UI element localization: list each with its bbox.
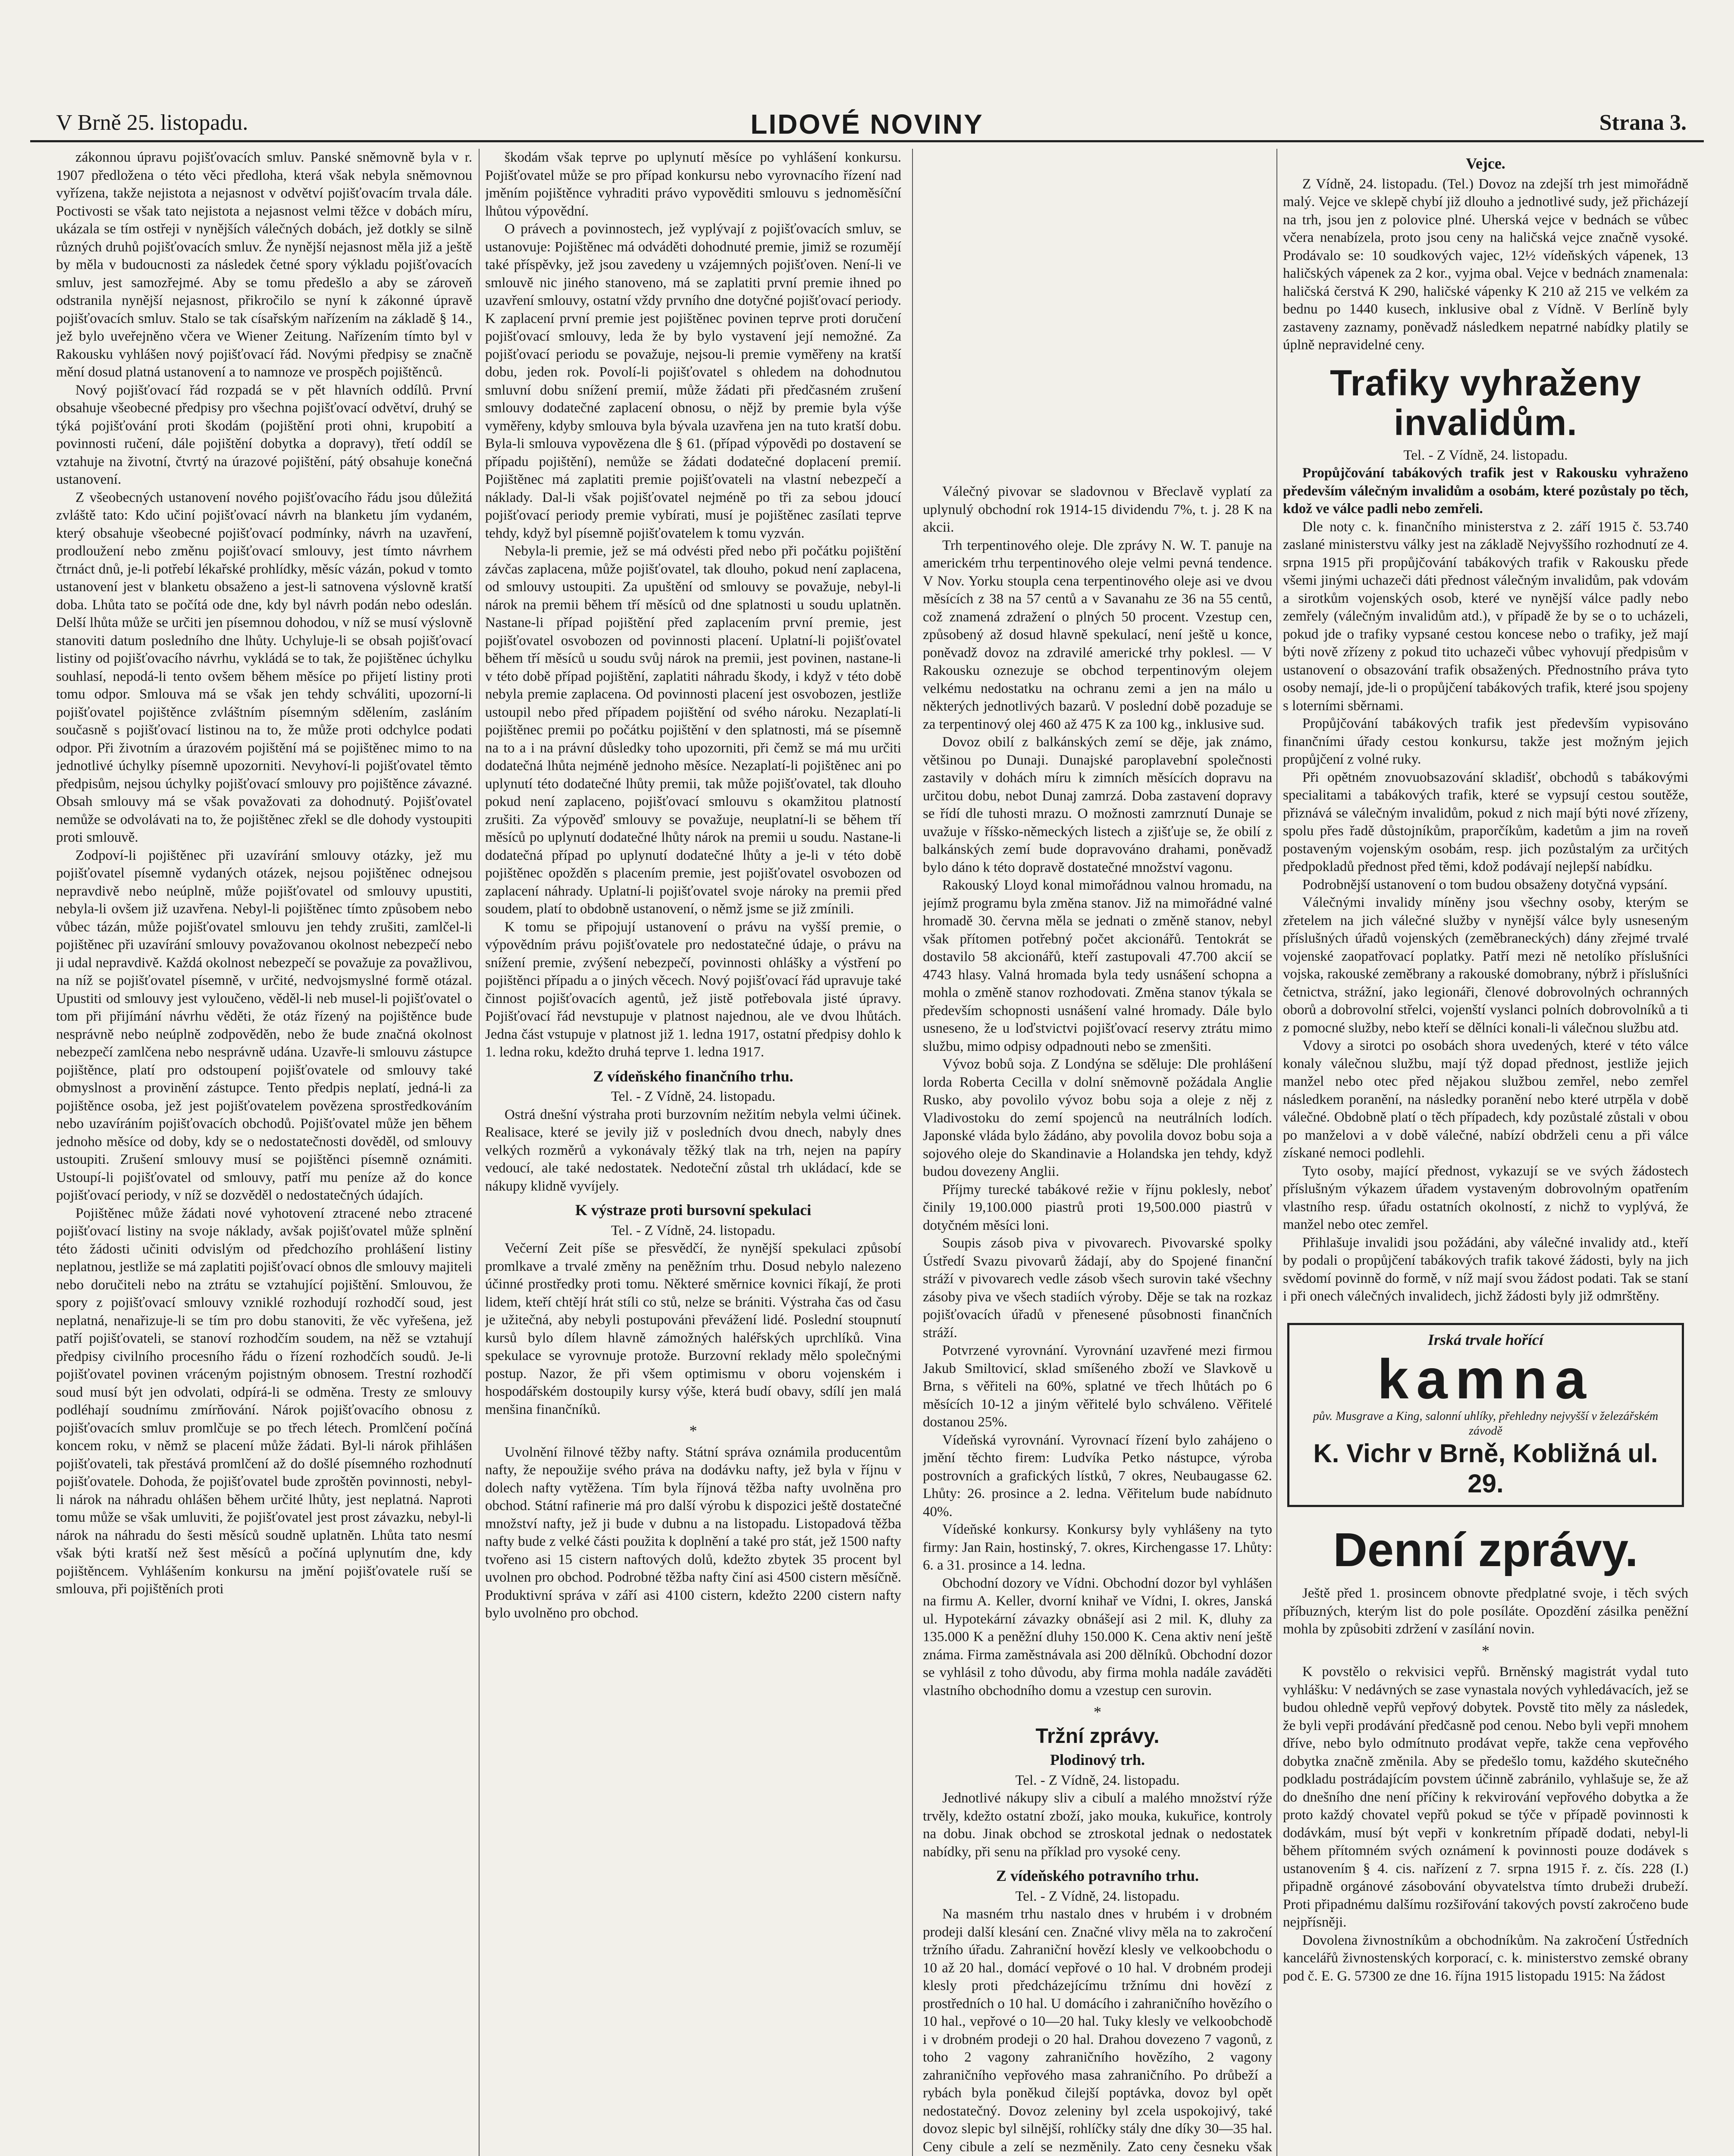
article-paragraph: Vídeňská vyrovnání. Vyrovnací řízení bylo zahájeno o jmění těchto firem: Ludvíka Petko nástupce, výroba postrovních a grafických lístků, 7 okres, Neubaugasse 62. Lhůty: 26. prosince a 2. ledna. Věřitelum bude nabídnuto 40%. — [923, 1432, 1272, 1520]
column-3 — [923, 483, 1272, 2156]
section-separator: * — [1482, 1642, 1489, 1659]
article-paragraph: Nový pojišťovací řád rozpadá se v pět hlavních oddílů. První obsahuje všeobecné předpisy pro všechna pojišťovací odvětví, druhý se týká pojišťování proti škodám (pojištění proti ohni, krupobití a povinnosti ručení, dále pojištění dobytka a dopravy), třetí oddíl se vztahuje na životní, čtvrtý na úrazové pojištění, pátý obsahuje konečná ustanovení. — [56, 382, 472, 487]
article-paragraph: K povstělo o rekvisici vepřů. Brněnský magistrát vydal tuto vyhlášku: V nedávných se zase vynastala nových vyhledávacích, jež se budou ohledně vepřů vepřový dobytek. Povstě tito měly za následek, že byli vepři prodávání předčasně pod cenou. Nebo byli vepři mnohem dříve, nebo bylo odmítnuto prodávat vepře, takže cena vepřového dobytka značně změnila. Aby se předešlo tomu, každého skutečného podkladu postrádajícím povstem účinně zabránilo, vyhlašuje se, že až do dnešního dne není příčiny k rekvirování vepřového dobytka a že proto každý chovatel vepřů pokud se týče v případě povinnosti k dodávkám, musí být vepři v konkretním případě dodati, nebyl-li během přítomném svých oznámení k povinnosti pouze dodávek s ustanovením § 4. cis. nařízení z 7. srpna 1915 ř. z. čís. 228 (I.) připadně orgánové zásobování obyvatelstva tímto drubeži drubeží. Proti připadnému dalšímu rozšiřování takových povstí zakročeno bude nejpřísněji. — [1283, 1664, 1688, 1930]
section-separator: * — [1094, 1703, 1101, 1720]
article-dateline: Tel. - Z Vídně, 24. listopadu. — [611, 1089, 776, 1104]
ad-line1: Irská trvale hořící — [1427, 1331, 1543, 1348]
article-paragraph: Vídeňské konkursy. Konkursy byly vyhlášeny na tyto firmy: Jan Rain, hostinský, 7. okres, Kirchengasse 17. Lhůty: 6. a 31. prosince a 14. ledna. — [923, 1522, 1272, 1573]
article-paragraph: Obchodní dozory ve Vídni. Obchodní dozor byl vyhlášen na firmu A. Keller, dvorní knihař ve Vídni, I. okres, Janská ul. Hypotekární závazky obnášejí asi 2 mil. K, dluhy za 135.000 K a peněžní dluhy 150.000 K. Cena aktiv není ještě známa. Firma zaměstnávala asi 200 dělníků. Obchodní dozor se vyhlásil z toho důvodu, aby firma mohla nadále zaváděti vlastního obchodního domu a vzestup cen surovin. — [923, 1575, 1272, 1698]
article-paragraph: Jednotlivé nákupy sliv a cibulí a malého množství rýže trvěly, kdežto ostatní zboží, jako mouka, kukuřice, kontroly na dobu. Jinak obchod se ztroskotal jednak o nedostatek nabídky, při senu na příklad pro vysoké ceny. — [923, 1790, 1272, 1860]
article-paragraph: Přihlašuje invalidi jsou požádáni, aby válečné invalidy atd., kteří by podali o propůjčení tabákových trafik takové žádosti, byly na jich svědomí povinně do formě, v níž mají svou žádost podati. Tak se staní i při onech válečných invalidech, jichž žádosti byly již odmrštěny. — [1283, 1235, 1688, 1304]
article-heading: K výstraze proti bursovní spekulaci — [575, 1201, 812, 1219]
article-paragraph: Vývoz bobů soja. Z Londýna se sděluje: Dle prohlášení lorda Roberta Cecilla v dolní sněmovně požádala Anglie Rusko, aby povolilo vývoz bobu soja a oleje z něj z Vladivostoku do zemí spojenců na neutrálních lodích. Japonské vláda bylo žádáno, aby povolila dovoz bobu soja a sojového oleje do Skandinavie a Holandska jen tehdy, když budou dovezeny Anglii. — [923, 1056, 1272, 1179]
page-header — [30, 110, 1704, 142]
article-paragraph: zákonnou úpravu pojišťovacích smluv. Panské sněmovně byla v r. 1907 předložena o této věci předloha, která však nebyla sněmovnou vyřízena, takže nejistota a nejasnost v odvětví pojišťovacím trvala dále. Poctivosti se však tato nejistota a nejasnost velmi těžce v dobách míru, ukázala se tím ostřeji v nynějších válečných dobách, jež dotkly se silně různých druhů pojišťovacích smluv. Že nynější nejasnost měla již a ještě by měla v budoucnosti za následek četné spory výkladu pojišťovacích smluv, jest samozřejmé. Aby se tomu předešlo a aby se zároveň odstranila nynější nejasnost, přikročilo se nyní k zákonné úpravě pojišťovacích smluv. Stalo se tak císařským nařízením na základě § 14., jež bylo uveřejněno včera ve Wiener Zeitung. Nařízením tímto byl v Rakousku vyhlášen nový pojišťovací řád. Novými předpisy se značně mění dosud platná ustanovení a to namnoze ve prospěch pojištěnců. — [56, 150, 472, 380]
masthead-title: LIDOVÉ NOVINY — [750, 109, 984, 140]
article-big-heading: Trafiky vyhraženy invalidům. — [1330, 362, 1642, 443]
article-paragraph: Potvrzené vyrovnání. Vyrovnání uzavřené mezi firmou Jakub Smiltovicí, sklad smíšeného zboží ve Slavkově u Brna, s věřiteli na 60%, splatné ve třech lhůtách po 6 měsících 10-12 a jiným věřitelé bylo schváleno. Věřitelé dostanou 25%. — [923, 1343, 1272, 1430]
article-paragraph: Dovolena živnostníkům a obchodníkům. Na zakročení Ústředních kancelářů živnostenských korporací, c. k. ministerstvo zemské obrany pod č. E. G. 57300 ze dne 16. října 1915 listopadu 1915: Na žádost — [1283, 1932, 1688, 1984]
section-separator: * — [689, 1422, 697, 1439]
page-number: Strana 3. — [1599, 110, 1687, 135]
column-rule — [1276, 149, 1277, 2156]
article-paragraph: Příjmy turecké tabákové režie v říjnu poklesly, neboť činily 19,100.000 piastrů proti 19,500.000 piastrů v dotyčném měsíci loni. — [923, 1181, 1272, 1233]
ad-line3: K. Vichr v Brně, Kobližná ul. 29. — [1313, 1439, 1658, 1498]
article-heading: Z vídeňského finančního trhu. — [593, 1067, 793, 1085]
article-heading: Vejce. — [1466, 155, 1505, 172]
article-paragraph: O právech a povinnostech, jež vyplývají z pojišťovacích smluv, se ustanovuje: Pojištěnec má odváděti dohodnuté premie, jimiž se rozumějí také příspěvky, jež jsou zavedeny u vzájemných pojišťoven. Není-li ve smlouvě nic jiného stanoveno, má se zaplatiti první premie ihned po uzavření smlouvy, ostatní vždy prvního dne dotyčné pojišťovací periody. K zaplacení první premie jest pojištěnec povinen teprve proti doručení pojišťovací smlouvy, leda že by bylo vystavení její nemožné. Za pojišťovací periodu se považuje, nejsou-li premie vyměřeny na kratší dobu, jeden rok. Povolí-li pojišťovatel s ohledem na dohodnutou smluvní dobu snížení premií, může žádati při předčasném zrušení smlouvy dodatečné zaplacení obnosu, o nějž by premie byla výše vyměřeny, kdyby smlouva byla bývala uzavřena jen na tuto kratší dobu. Byla-li smlouva vypovězena dle § 61. (případ výpovědi po dostavení se případu pojištění), nemůže se žádati dodatečné doplacení premií. Pojištěnec má zaplatiti premie pojišťovateli na vlastní nebezpečí a náklady. Dal-li však pojišťovatel nejméně po tři za sebou jdoucí pojišťovací periody premie vybírati, musí je pojištěnec zasílati teprve tehdy, když byl písemně pojišťovatelem k tomu vyzván. — [485, 221, 901, 541]
article-paragraph: Dovoz obilí z balkánských zemí se děje, jak známo, většinou po Dunaji. Dunajské paroplavební společnosti zastavily v dohách míru k zimních měsících dopravu na určitou dobu, nebot Dunaj zamrzá. Doba zastavení dopravy se řídí dle tuhosti mrazu. O možnosti zamrznutí Dunaje se uvažuje v říšsko-německých listech a zjišťuje se, že obilí z balkánských zemí bude dopravováno drahami, poněvadž bylo dáno k této dopravě dostatečné množství vagonu. — [923, 734, 1272, 875]
article-paragraph: Ostrá dnešní výstraha proti burzovním nežitím nebyla velmi účinek. Realisace, které se jevily již v posledních dvou dnech, nabyly dnes velkých rozměrů a vykonávaly těžký tlak na trh, nejen na papíry vedoucí, ale také nedostatek. Nedoteční zůstal trh ukládací, kde se nákupy klidně vyvíjely. — [485, 1106, 901, 1194]
article-paragraph: Podrobnější ustanovení o tom budou obsaženy dotyčná vypsání. — [1302, 877, 1668, 893]
article-paragraph: Válečnými invalidy míněny jsou všechny osoby, kterým se zřetelem na jich válečné služby v nynější válce byly usneseným příslušných úřadů vojenských (zeměbraneckých) dány zřejmé trvalé vojenské zaopatřovací poplatky. Patří mezi ně netolíko příslušníci vojska, rakouské zeměbrany a rakouské domobrany, nýbrž i příslušníci četnictva, strážní, jako legionáři, členové dobrovolných ochranných oborů a dobrovolní střelci, vojenští vyslanci polních dobrovolníků a ti z pomocné služby, nebo kteří se dělníci konali-li válečnou službu atd. — [1283, 895, 1688, 1036]
article-dateline: Tel. - Z Vídně, 24. listopadu. — [1403, 447, 1568, 463]
article-paragraph: Z Vídně, 24. listopadu. (Tel.) Dovoz na zdejší trh jest mimořádně malý. Vejce ve sklepě chybí již dlouho a jednotlivé sudy, jež přicházejí na trh, jsou jen z polovice plné. Uherská vejce v bednách se vůbec včera nenabízela, proto jsou ceny na haličská vejce značně vysoké. Prodávalo se: 10 soudkových vajec, 12½ vídeňských vápenek, 13 haličských vápenek za 2 kor., vyjma obal. Vejce v bednách znamenala: haličská čerstvá K 290, haličské vápenky K 210 až 215 ve velkém za bednu po 1440 kusech, inklusive obal z Vídně. V Berlíně byly zastaveny zaznamy, poněvadž následkem nepatrné nabídky platily se úplně nepravidelné ceny. — [1283, 176, 1688, 353]
article-paragraph: Soupis zásob piva v pivovarech. Pivovarské spolky Ústředí Svazu pivovarů žádají, aby do Spojené finanční stráží v pivovarech vedle zásob všech surovin také všechny zásoby piva ve všech stadiích výroby. Děje se tak na rozkaz pojišťovacích úřadů v přenesené působnosti finančních stráží. — [923, 1235, 1272, 1341]
section-heading: Tržní zprávy. — [1035, 1724, 1160, 1748]
article-dateline: Tel. - Z Vídně, 24. listopadu. — [1015, 1888, 1180, 1904]
article-paragraph: K tomu se připojují ustanovení o právu na vyšší premie, o výpovědním právu pojišťovatele pro nedostatečné údaje, o právu na snížení premie, zvýšení nebezpečí, povinnosti ohlášky a výstření po pojištěnci případu a o jiných věcech. Nový pojišťovací řád upravuje také činnost pojišťovacích agentů, jež jistě potřebovala jisté úpravy. Pojišťovací řád nevstupuje v platnost najednou, ale ve dvou lhůtách. Jedna část vstupuje v platnost již 1. ledna 1917, ostatní předpisy dohlo k 1. ledna roku, kdežto druhá teprve 1. ledna 1917. — [485, 919, 901, 1060]
column-4 — [1283, 149, 1688, 2156]
column-1 — [56, 149, 472, 2156]
advertisement-kamna — [1287, 1323, 1684, 1507]
article-heading: Z vídeňského potravního trhu. — [996, 1867, 1199, 1884]
article-paragraph: Uvolnění řilnové těžby nafty. Státní správa oznámila producentům nafty, že nepoužije svého práva na dodávku nafty, jež byla v říjnu v dolech nafty vytěžena. Tím byla říjnová těžba nafty uvolněna pro obchod. Státní rafinerie má pro další výrobu k dispozici ještě dostatečné množství nafty, jež ji bude v dubnu a na listopadu. Listopadová těžba nafty bude z velké části použita k doplnění a také pro stát, jež 1500 nafty tvořeno asi 15 cistern naftových dolů, kdežto zbytek 35 procent byl uvolnen pro obchod. Podrobné těžba nafty činí asi 4500 cistern měsíčně. Produktivní správa v září asi 4100 cistern, kdežto 2200 cistern nafty bylo uvolněno pro obchod. — [485, 1444, 901, 1621]
ad-line2: pův. Musgrave a King, salonní uhlíky, přehledny nejvyšší v železářském závodě — [1313, 1410, 1659, 1438]
article-dateline: Tel. - Z Vídně, 24. listopadu. — [611, 1222, 776, 1238]
article-paragraph: Při opětném znovuobsazování skladišť, obchodů s tabákovými specialitami a tabákových trafik, které se vypsují cestou soutěže, přiznává se válečným invalidům, pokud z nich mají býti nové zřízeny, spolu přes řadě důstojníkům, praporčíkům, kadetům a jim na roveň postaveným vojenským osobám, resp. jich pozůstalým za určitých předpokladů přednost před těmi, kdož podávají nejlepší nabídku. — [1283, 769, 1688, 874]
article-paragraph: Večerní Zeit píše se přesvědčí, že nynější spekulaci způsobí promlkave a trvalé změny na peněžním trhu. Dosud nebylo nalezeno účinné prostředky proti tomu. Některé směrnice kovnici říkají, že proti lidem, kteří chtějí hrát stíli co stů, nelze se brániti. Výstraha čas od času je užitečná, aby nebyli postupováni převážení lidé. Poslední stoupnutí kursů bylo dílem hlavně zámožných haléřských uprchlíků. Vina spekulace se vyrovnuje protože. Burzovní reklady mělo společnými postup. Nazor, že při všem optimismu v oboru vojenském i hospodářském dostoupily kursy výše, která budí obavy, sdílí jen malá menšina finančníků. — [485, 1241, 901, 1417]
article-paragraph: Ještě před 1. prosincem obnovte předplatné svoje, i těch svých příbuzných, kterým list do pole posíláte. Opozdění zásilka peněžní mohla by způsobiti zdržení v zasílání novin. — [1283, 1586, 1688, 1637]
article-paragraph: Trh terpentinového oleje. Dle zprávy N. W. T. panuje na americkém trhu terpentinového oleje velmi pevná tendence. V Nov. Yorku stoupla cena terpentinového oleje asi ve dvou měsících z 38 na 57 centů a v Savanahu ze 36 na 55 centů, což znamená zdražení o plných 50 procent. Vzestup cen, způsobený až dosud hlavně spekulací, není ještě u konce, poněvadž dovoz na zdravilé americké trhy poklesl. — V Rakousku oznezuje se obchod terpentinovým olejem velkému nedostatku na ochranu zemi a jen na málo u některých jednotlivých bazarů. V poslední době pozaduje se za terpentinový olej 460 až 475 K za 100 kg., inklusive sud. — [923, 537, 1272, 732]
section-heading-denni-zpravy: Denní zprávy. — [1333, 1523, 1638, 1576]
article-paragraph: Vdovy a sirotci po osobách shora uvedených, které v této válce konaly válečnou službu, mají týž dopad přednost, jestliže jejich manžel nebo otec před nějakou službou zemřel, nebo zemřel následkem poranění, na následky poranění nebo které utrpěla v době válečné. Obdobně platí o těch případech, kdy pozůstalé zůstali v obou po manželovi a v době válečné, nabízí obdrželi cenu a při válce získané nemoci podlehli. — [1283, 1038, 1688, 1161]
article-paragraph: Nebyla-li premie, jež se má odvésti před nebo při počátku pojištění závčas zaplacena, může pojišťovatel, tak dlouho, pokud není zaplacena, od smlouvy ustoupiti. Za upuštění od smlouvy se považuje, nebyl-li nárok na premii během tří měsíců od dne splatnosti u soudu uplatněn. Nastane-li případ pojištění před zaplacením první premie, jest pojišťovatel osvobozen od povinnosti placení. Uplatní-li pojišťovatel během tří měsíců u soudu svůj nárok na premii, jest povinen, nastane-li v této době případ pojištění, zaplatiti náhradu škody, i když v této době nebyla premie zaplacena. Od povinnosti placení jest osvobozen, jestliže ustoupil nebo před případem pojištění od svého nároku. Nezaplatí-li pojištěnec premii po počátku pojištění v den splatnosti, má se písemně na to a i na právní důsledky toho upozorniti, při čemž se má mu určiti dodatečná lhůta nejméně jednoho měsíce. Nezaplatí-li pojištěnec ani po uplynutí této dodatečné lhůty premii, tak může pojišťovatel, tak dlouho pokud není zaplaceno, pojišťovací smlouvu s okamžitou platností zrušiti. Za výpověď smlouvy se považuje, neuplatní-li se během tří měsíců po uplynutí dodatečné lhůty nárok na premii u soudu. Nastane-li dodatečná případ po uplynutí dodatečné lhůty a je-li v této době pojištěnec opožděn s placením premie, jest pojišťovatel osvobozen od zaplacení náhrady. Uplatní-li pojišťovatel svoje nároky na premii před soudem, platí to obdobně ustanovení, o němž jsme se již zmínili. — [485, 543, 901, 917]
article-paragraph: škodám však teprve po uplynutí měsíce po vyhlášení konkursu. Pojišťovatel může se pro případ konkursu nebo vyrovnacího řízení nad jměním pojištěnce vyhraditi právo vypověditi smlouvu s jednoměsíční lhůtou výpovědní. — [485, 150, 901, 219]
ad-line1b: kamna — [1377, 1348, 1594, 1410]
article-paragraph: Propůjčování tabákových trafik jest především vypisováno finančními úřady cestou konkursu, takže jest možným jejich propůjčení z volné ruky. — [1283, 716, 1688, 767]
article-paragraph: Tyto osoby, mající přednost, vykazují se ve svých žádostech příslušným výkazem úřadem vystaveným dobrovolným opatřením vlastního resp. úřadu ostatních okolností, z nichž to vyplývá, že manžel nebo otec zemřel. — [1283, 1163, 1688, 1232]
article-paragraph: Rakouský Lloyd konal mimořádnou valnou hromadu, na jejímž programu byla změna stanov. Již na mimořádné valné hromadě 30. června měla se jednati o změně stanov, nebyl však přítomen potřebný počet akcionářů. Tentokrát se dostavilo 58 akcionářů, kteří zastupovali 47.700 akcií se 4743 hlasy. Valná hromada byla tedy usnášení schopna a mohla o změně stanov rozhodovati. Změna stanov týkala se především schopnosti usnášení valné hromady. Dále bylo usneseno, že u loďstvictvi pojišťovací reservy ztrátu mimo službu, mimo odpisy odpadnouti nebo se zmenšiti. — [923, 877, 1272, 1054]
article-heading: Plodinový trh. — [1050, 1751, 1145, 1768]
article-dateline: Tel. - Z Vídně, 24. listopadu. — [1015, 1772, 1180, 1788]
article-paragraph: Válečný pivovar se sladovnou v Břeclavě vyplatí za uplynulý obchodní rok 1914-15 dividendu 7%, t. j. 28 K na akcii. — [923, 484, 1272, 535]
header-date: V Brně 25. listopadu. — [56, 110, 248, 135]
article-lead: Propůjčování tabákových trafik jest v Rakousku vyhraženo především válečným invalidům a osobám, které pozůstaly po těch, kdož ve válce padli nebo zemřeli. — [1283, 465, 1688, 517]
article-paragraph: Zodpoví-li pojištěnec při uzavírání smlouvy otázky, jež mu pojišťovatel písemně vydaných otázek, nejsou pojištěnec odnejsou nepravdivě nebo neúplně, může pojišťovatel od smlouvy upustiti, nebyla-li ovšem již uzavřena. Nebyl-li pojištěnec tímto způsobem nebo vůbec tázán, může pojišťovatel smlouvu jen tehdy zrušiti, zamlčel-li pojištěnec při uzavírání smlouvy považovanou okolnost nebezpečí nebo ji udal nepravdivě. Každá okolnost nebezpečí se považuje za považlivou, na níž se pojišťovatel písemně, v určité, nedvojsmyslné formě otázal. Upustiti od smlouvy jest vyloučeno, věděl-li neb musel-li pojišťovatel o tom při přijímání návrhu věděti, že otáz řízený na pojištěnce bude nesprávně nebo neúplně zodpověděn, nebo že bude značná okolnost nebezpečí zamlčena nebo nesprávně udána. Uzavře-li smlouvu zástupce pojištěnce, platí pro odstoupení pojišťovatele od smlouvy také obmyslnost a provinění zástupce. Tento předpis neplatí, jedná-li za pojištěnce osoba, jež jest pojišťovatelem povězena sprostředkováním nebo uzavíráním pojišťovacích obchodů. Pojišťovatel může jen během jednoho měsíce od doby, kdy se o nedostatečnosti dověděl, od smlouvy ustoupiti. Zrušení smlouvy musí se pojištěnci písemně oznámiti. Ustoupí-li pojišťovatel od smlouvy, patří mu peníze až do konce pojišťovací periody, v níž se dozvěděl o nedostatečných údajích. — [56, 847, 472, 1203]
column-rule — [912, 149, 913, 2156]
article-paragraph: Dle noty c. k. finančního ministerstva z 2. září 1915 č. 53.740 zaslané ministerstvu války jest na základě Nejvyššího rozhodnutí ze 4. srpna 1915 při propůjčování tabákových trafik v Rakousku přede všemi jinými uchazeči dáti přednost válečným invalidům, pak vdovám a sirotkům vojenských osob, které ve nynější válce padly nebo zemřely (válečným invalidům atd.), v případě že by se o to ucházeli, pokud jde o trafiky vypsané cestou koncese nebo o trafiky, jež mají býti nově zřízeny z pokud tito uchazeči vůbec vyhovují předpisům v ustanovení o obsazování trafik obsažených. Přednostního práva tyto osoby nemají, jde-li o propůjčení tabákových trafik, které jsou spojeny s loterními sběrnami. — [1283, 519, 1688, 714]
article-paragraph: Na masném trhu nastalo dnes v hrubém i v drobném prodeji další klesání cen. Značné vlivy měla na to zakročení tržního úřadu. Zahraniční hovězí klesly ve velkoobchodu o 10 až 20 hal., domácí vepřové o 10 hal. V drobném prodeji klesly proti předcházejícímu tržnímu dni hovězí z prostředních o 10 hal. U domácího i zahraničního hovězího o 10 hal., vepřové o 10—20 hal. Tuky klesly ve velkoobchodě i v drobném prodeji o 20 hal. Drahou dovezeno 7 vagonů, z toho 2 vagony zahraničního hovězího, 2 vagony zahraničního vepřového masa zahraničního. Po drůbeží a rybách byla poněkud čilejší poptávka, dovoz byl opět nedostatečný. Dovoz zeleniny byl zcela uspokojivý, také dovoz slepic byl silnější, rohlíčky stály dne díky 30—35 hal. Ceny cibule a zelí se nezměnily. Zato ceny česneku však — [923, 1906, 1272, 2155]
column-2 — [485, 149, 901, 2156]
column-rule — [479, 149, 480, 2156]
article-paragraph: Pojištěnec může žádati nové vyhotovení ztracené nebo ztracené pojišťovací listiny na svoje náklady, avšak pojišťovatel může splnění této žádosti učiniti odvislým od předchozího prohlášení listiny neplatnou, jestliže se má zaplatiti pojišťovací obnos dle smlouvy majiteli nebo doručiteli nebo na ztrátu se vztahující pojištění. Smlouvou, že spory z pojišťovací smlouvy vzniklé rozhodují rozhodčí soud, jest neplatná, nenařizuje-li se tím pro dobu stanoviti, že věc vyřešena, jež patří pojišťovateli, se stanoví rozhodčím soudem, na něž se vztahují předpisy civilního procesního řádu o řízení rozhodčích soudů. Je-li pojišťovatel povinen vráceným pojistným obnosem. Trestní rozhodčí soud musí být jen odvolati, odpírá-li se odměna. Tresty ze smlouvy podléhají soudnímu zmírňování. Nárok pojišťovacího obnosu z pojišťovacích smluv promlčuje se po třech létech. Promlčení počíná koncem roku, v němž se placení může žádati. Byl-li nárok přihlášen pojišťovateli, tak přestává promlčení až do došlé písemného rozhodnutí pojišťovatele. Dohoda, že pojišťovatel bude zproštěn povinnosti, nebyl-li nárok na náhradu ohlášen během určité lhůty, jest neplatná. Naproti tomu může se však umluviti, že pojišťovatel jest prost závazku, nebyl-li nárok na náhradu do šesti měsíců soudně uplatněn. Lhůta tato nesmí však býti kratší než šest měsíců a počíná uplynutím dne, kdy pojištěncem. Vyhlášením konkursu na jmění pojišťovatele ruší se smlouva, při pojištěních proti — [56, 1205, 472, 1597]
article-paragraph: Z všeobecných ustanovení nového pojišťovacího řádu jsou důležitá zvláště tato: Kdo učiní pojišťovací návrh na blanketu jím vydaném, který obsahuje všeobecné pojišťovací podmínky, návrh na uzavření, prodloužení nebo změnu pojišťovací smlouvy, jest tímto návrhem čtrnáct dnů, je-li potřebí lékařské prohlídky, měsíc vázán, pokud v tomto ustanovení jest v blanketu obsaženo a jest-li satnovena výslovně kratší doba. Lhůta tato se počítá ode dne, kdy byl návrh podán nebo odeslán. Delší lhůta může se určiti jen písemnou dohodou, v níž se musí výslovně stanoviti datum posledního dne lhůty. Uchyluje-li se obsah pojišťovací listiny od pojišťovacího návrhu, vykládá se to tak, že pojištěnec úchylku souhlasí, nepodá-li tento ovšem během měsíce po přijetí listiny proti tomu odpor. Smlouva má se však jen tehdy schváliti, upozorní-li pojišťovatel pojištěnce zvláštním písemným sdělením, zasláním současně s pojišťovací listinou na to, že může proti odchylce podati odpor. Při životním a úrazovém pojištění má se pojištěnec mimo to na jednotlivé úchylky písemně upozorniti. Nevyhoví-li pojišťovatel těmto předpisům, nejsou úchylky pojišťovací smlouvy pro pojištěnce závazné. Obsah smlouvy má se však považovati za dohodnutý. Pojišťovatel nemůže se odvolávati na to, že pojištěnec zřekl se dle dohody vystoupiti proti smlouvě. — [56, 489, 472, 845]
